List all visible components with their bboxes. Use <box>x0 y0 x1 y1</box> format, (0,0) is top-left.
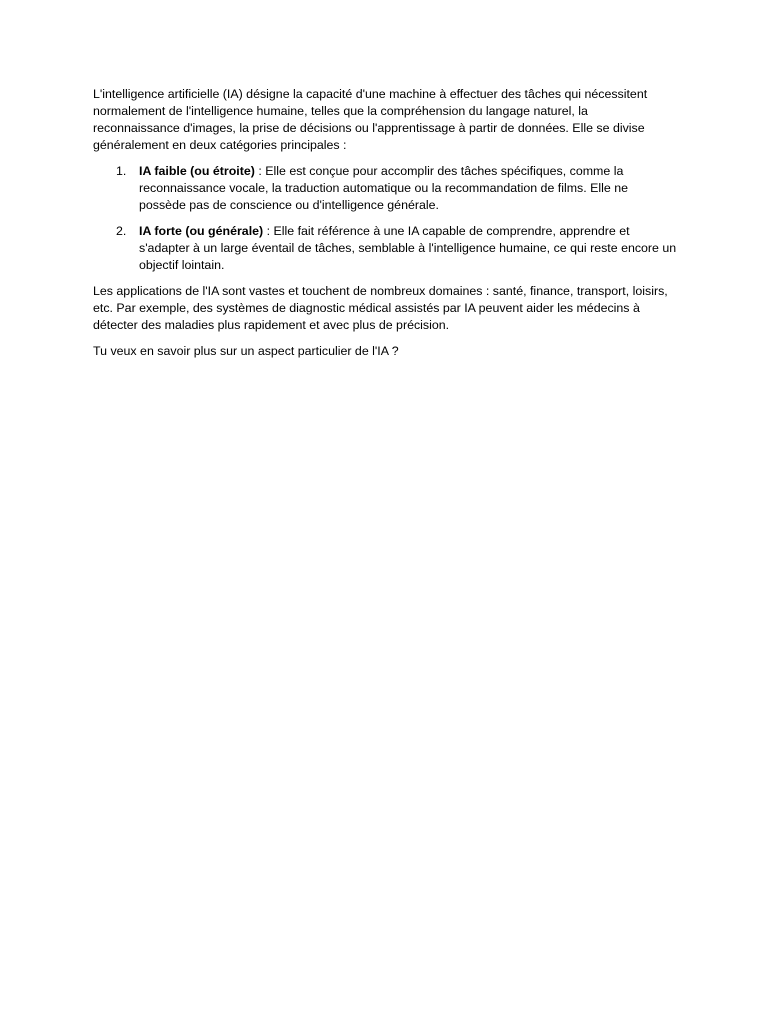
applications-paragraph: Les applications de l'IA sont vastes et touchent de nombreux domaines : santé, finance, transport, loisirs, etc. Par exemple, des systèmes de diagnostic médical assistés par IA peuvent aider les médecins à détecter des maladies plus rapidement et avec plus de précision. <box>93 284 668 332</box>
list-item <box>93 163 677 214</box>
document-body <box>93 86 677 369</box>
list-item-text: : Elle est conçue pour accomplir des tâches spécifiques, comme la reconnaissance vocale, la traduction automatique ou la recommandation de films. Elle ne possède pas de conscience ou d'intelligence générale. <box>139 164 629 212</box>
list-item-number: 2. <box>116 224 127 238</box>
list-item-term: IA forte (ou générale) <box>139 224 264 238</box>
intro-paragraph: L'intelligence artificielle (IA) désigne la capacité d'une machine à effectuer des tâches qui nécessitent normalement de l'intelligence humaine, telles que la compréhension du langage naturel, la reconnaissance d'images, la prise de décisions ou l'apprentissage à partir de données. Elle se divise généralement en deux catégories principales : <box>93 87 648 152</box>
categories-list <box>93 163 677 274</box>
closing-paragraph: Tu veux en savoir plus sur un aspect particulier de l'IA ? <box>93 344 399 358</box>
list-item-term: IA faible (ou étroite) <box>139 164 255 178</box>
list-item-text: : Elle fait référence à une IA capable de comprendre, apprendre et s'adapter à un large éventail de tâches, semblable à l'intelligence humaine, ce qui reste encore un objectif lointain. <box>139 224 677 272</box>
list-item-number: 1. <box>116 164 127 178</box>
list-item <box>93 223 677 274</box>
